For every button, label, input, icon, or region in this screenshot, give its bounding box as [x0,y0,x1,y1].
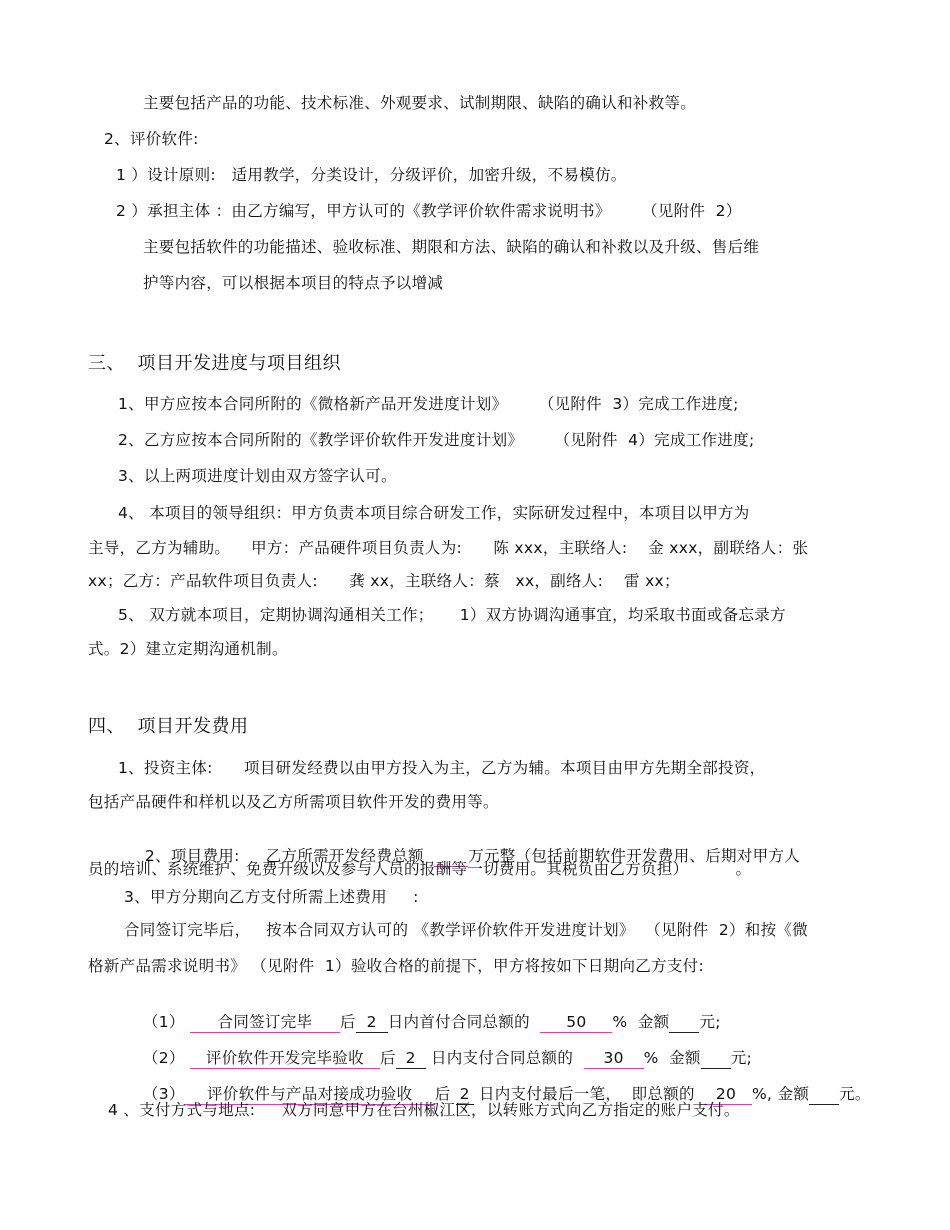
payment-days: 2 [356,1012,388,1033]
payment-days: 2 [396,1048,426,1069]
text-line: 5、 双方就本项目，定期协调沟通相关工作； 1）双方协调沟通事宜，均采取书面或备忘录方 [118,606,786,624]
section-heading: 三、 项目开发进度与项目组织 [88,353,341,374]
text-segment: 后 [434,1085,456,1103]
text-line: 2、评价软件: [104,130,199,148]
payment-percent: 30 [584,1048,644,1069]
text-segment: 元; [699,1013,721,1031]
text-line: 3、以上两项进度计划由双方签字认可。 [118,467,397,485]
text-line: 1、甲方应按本合同所附的《微格新产品开发进度计划》 （见附件 3）完成工作进度; [118,395,739,413]
payment-days: 2 [456,1084,474,1105]
text-line: 2 ）承担主体 ：由乙方编写，甲方认可的《教学评价软件需求说明书》 （见附件 2） [116,202,742,220]
text-line: 主要包括产品的功能、技术标准、外观要求、试制期限、缺陷的确认和补救等。 [143,94,697,112]
payment-index: （3） [142,1085,185,1103]
payment-percent: 50 [540,1012,612,1033]
text-line: 1、投资主体: 项目研发经费以由甲方投入为主，乙方为辅。本项目由甲方先期全部投资， [118,759,766,777]
text-segment: 后 [379,1049,396,1067]
text-line: 员的培训、系统维护、免费升级以及参与人员的报酬等一切费用。其税负由乙方负担） 。 [88,860,752,878]
text-segment: 日内支付合同总额的 [425,1049,584,1067]
text-segment: 元。 [839,1085,871,1103]
text-line: xx；乙方：产品软件项目负责人: 龚 xx，主联络人：蔡 xx，副络人: 雷 xx； [88,572,680,590]
text-segment: % 金额 [643,1049,701,1067]
text-line: 式。2）建立定期沟通机制。 [88,640,288,658]
text-line: 包括产品硬件和样机以及乙方所需项目软件开发的费用等。 [88,793,499,811]
text-line: 护等内容，可以根据本项目的特点予以增减 [143,274,444,292]
payment-amount-blank [809,1084,839,1105]
text-segment: % 金额 [612,1013,670,1031]
text-line: 合同签订完毕后， 按本合同双方认可的 《教学评价软件开发进度计划》 （见附件 2）和按《微 [124,921,808,939]
text-segment: 2、项目费用: 乙方所需开发经费总额 [144,847,435,865]
text-line: 1 ）设计原则: 适用教学，分类设计，分级评价，加密升级，不易模仿。 [116,166,627,184]
text-segment: 日内首付合同总额的 [387,1013,541,1031]
text-segment: 万元整（包括前期软件开发费用、后期对甲方人 [468,847,801,865]
payment-percent: 20 [700,1084,752,1105]
payment-index: （1） [142,1013,190,1031]
payment-event: 评价软件与产品对接成功验收 [185,1084,435,1105]
text-segment: 日内支付最后一笔， 即总额的 [473,1085,701,1103]
text-line: 格新产品需求说明书》 （见附件 1）验收合格的前提下，甲方将按如下日期向乙方支付: [88,957,704,975]
text-line: 3、甲方分期向乙方支付所需上述费用 : [124,888,419,906]
text-line: 4、 本项目的领导组织：甲方负责本项目综合研发工作，实际研发过程中，本项目以甲方为 [118,504,750,522]
text-line: 主要包括软件的功能描述、验收标准、期限和方法、缺陷的确认和补救以及升级、售后维 [143,238,760,256]
text-segment: 元; [730,1049,753,1067]
text-segment: %, 金额 [752,1085,810,1103]
text-line: 2、乙方应按本合同所附的《教学评价软件开发进度计划》 （见附件 4）完成工作进度; [118,431,755,449]
payment-event: 评价软件开发完毕验收 [190,1048,380,1069]
text-line: 4 、支付方式与地点: 双方同意甲方在台州椒江区，以转账方式向乙方指定的账户支付。 [108,1101,740,1119]
text-segment: 后 [339,1013,356,1031]
text-line: 主导，乙方为辅助。 甲方：产品硬件项目负责人为: 陈 xxx，主联络人: 金 xxx，副联络人：张 [88,539,809,557]
payment-index: （2） [142,1049,190,1067]
section-heading: 四、 项目开发费用 [88,716,249,737]
payment-event: 合同签订完毕 [190,1012,340,1033]
